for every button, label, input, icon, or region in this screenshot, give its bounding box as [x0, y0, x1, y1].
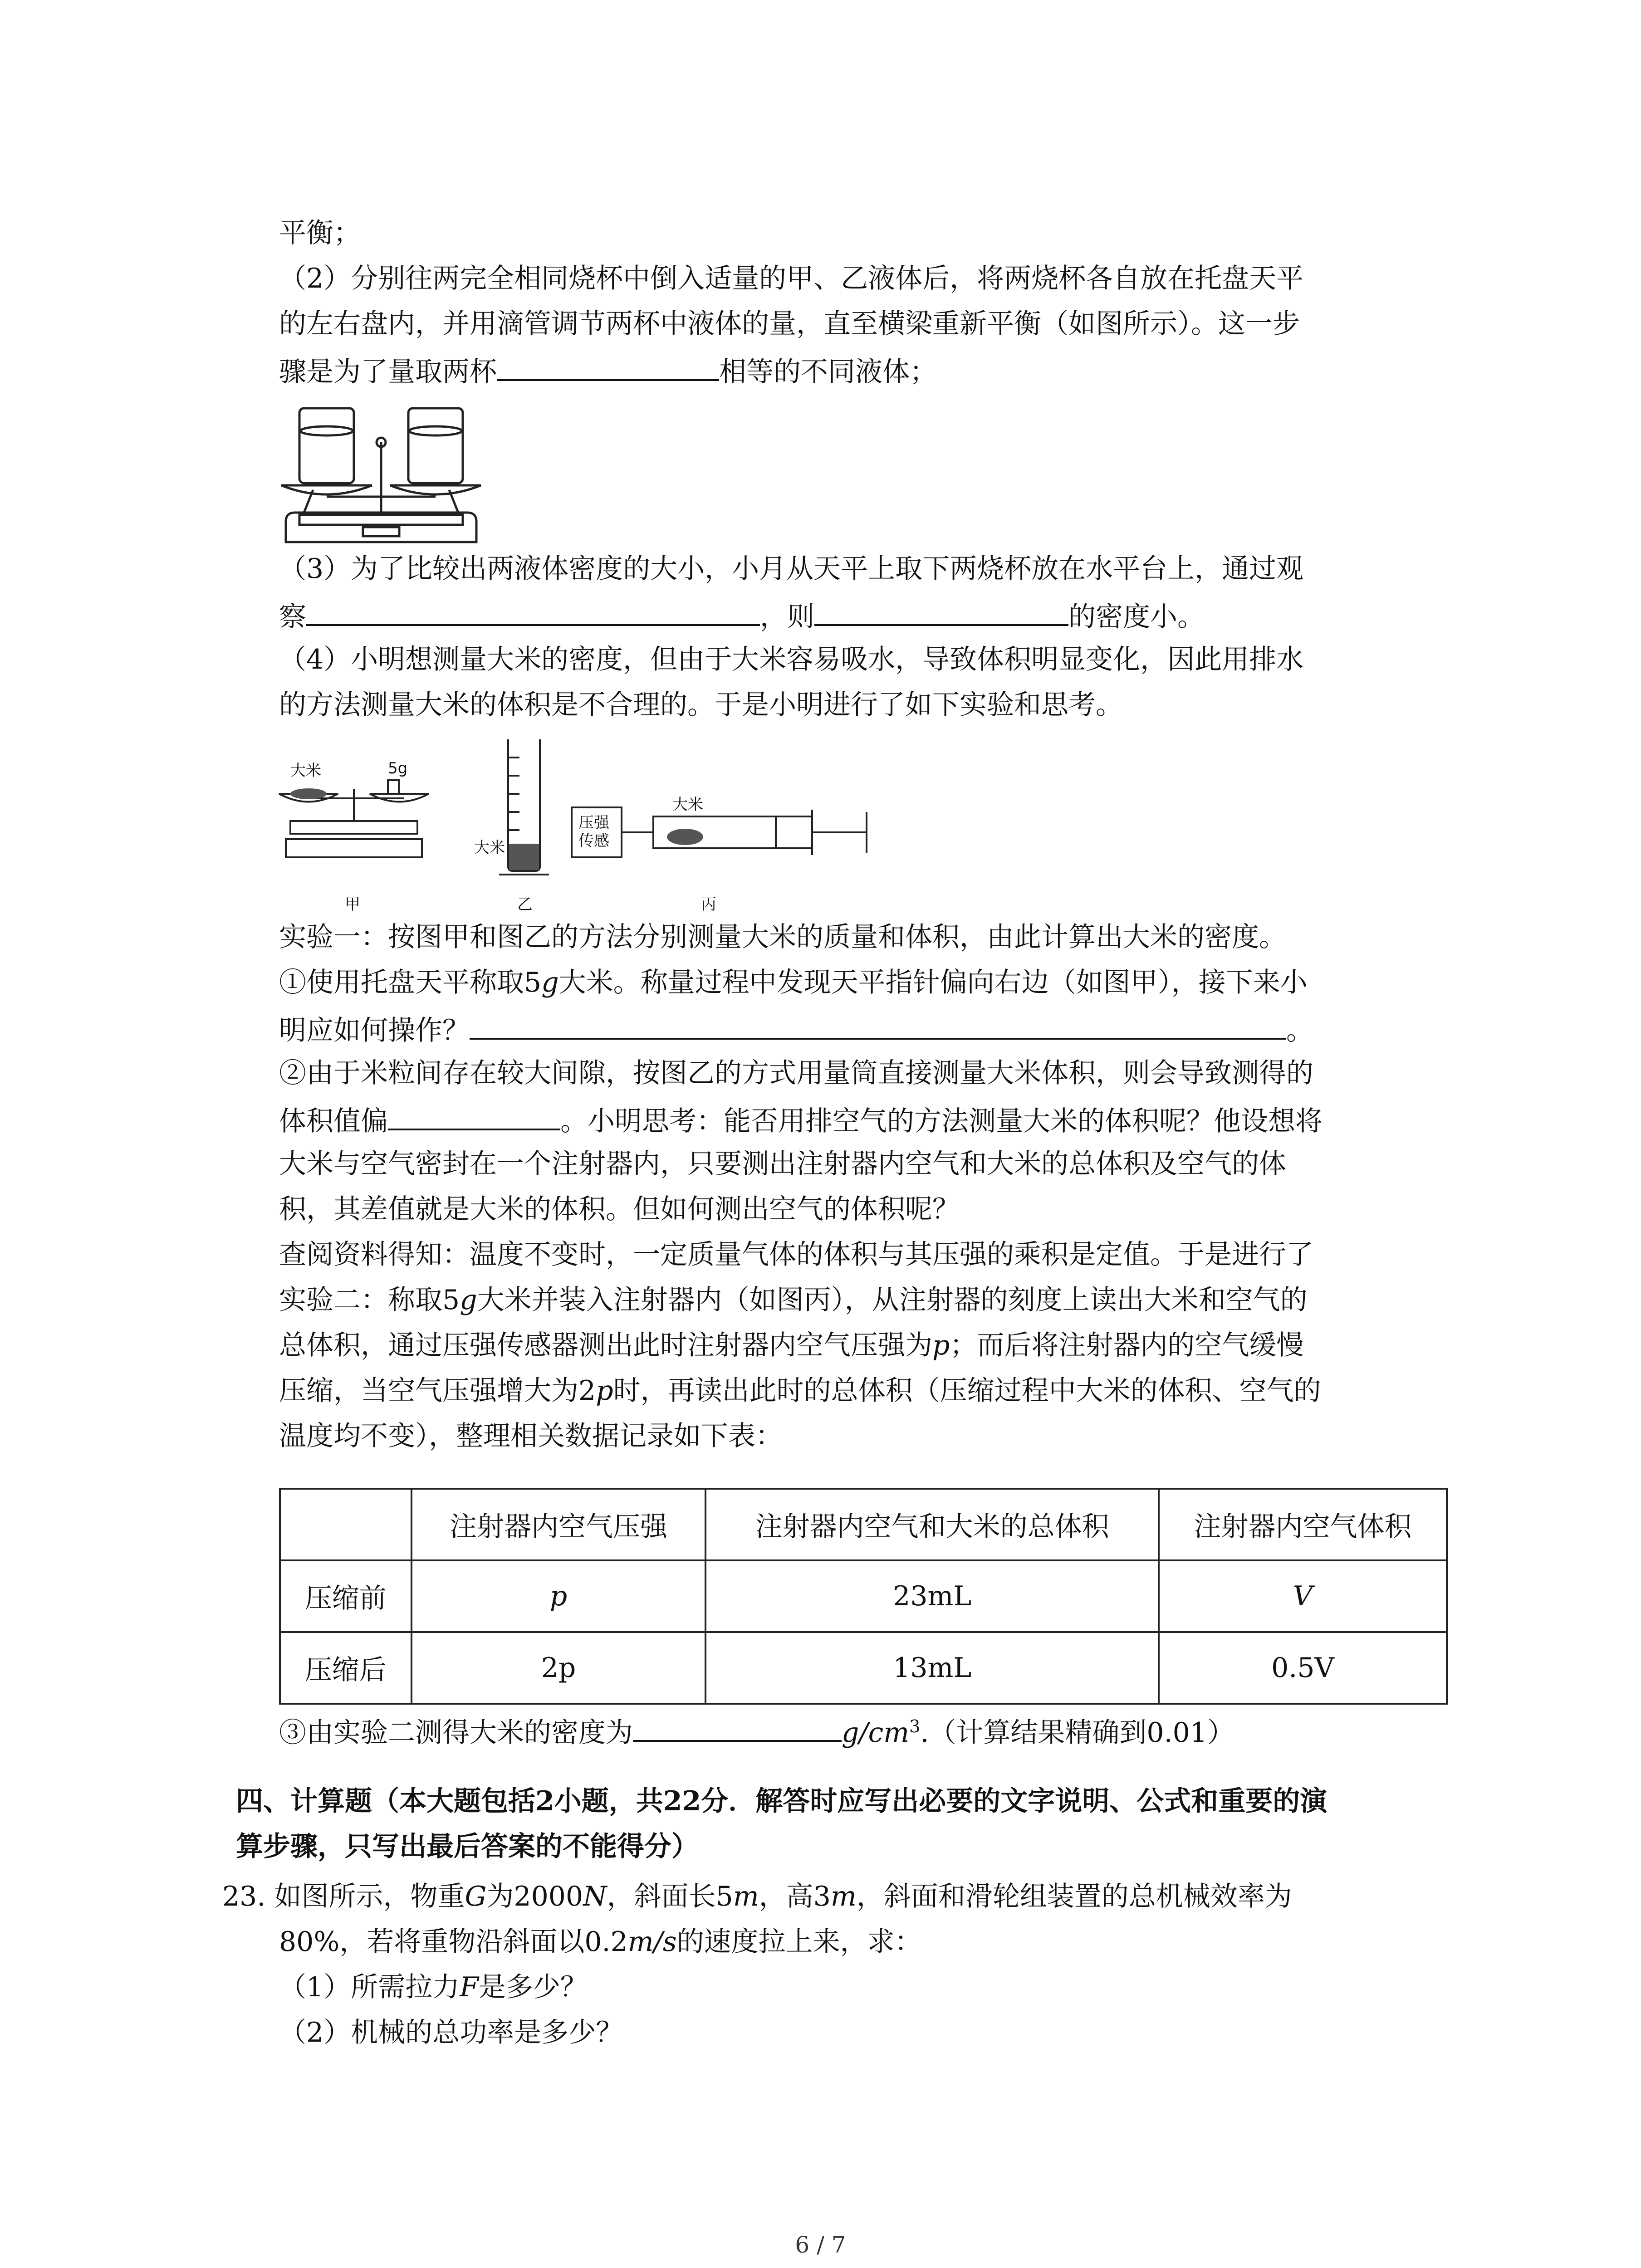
answer-blank[interactable] — [814, 598, 1068, 626]
question-23: 23. 如图所示，物重G为2000N，斜面长5m，高3m，斜面和滑轮组装置的总机械效率为 — [222, 1881, 1292, 1912]
text-line: 的方法测量大米的体积是不合理的。于是小明进行了如下实验和思考。 — [279, 689, 1123, 721]
text-line: ③由实验二测得大米的密度为 $g/cm^3$.（计算结果精确到0.01） — [279, 1710, 1234, 1749]
table-cell: 2p — [411, 1632, 706, 1704]
section-heading: 四、计算题（本大题包括2小题，共22分．解答时应写出必要的文字说明、公式和重要的演 — [236, 1785, 1327, 1817]
text-line: （3）为了比较出两液体密度的大小，小月从天平上取下两烧杯放在水平台上，通过观 — [279, 553, 1304, 585]
page-number: 6 / 7 — [795, 2232, 846, 2258]
answer-blank[interactable] — [470, 1012, 1286, 1040]
table-cell: p — [411, 1560, 706, 1632]
sensor-label: 压强 — [578, 814, 609, 832]
text-line: （4）小明想测量大米的密度，但由于大米容易吸水，导致体积明显变化，因此用排水 — [279, 644, 1304, 675]
text-line: 积，其差值就是大米的体积。但如何测出空气的体积呢？ — [279, 1193, 960, 1225]
text-line: 查阅资料得知：温度不变时，一定质量气体的体积与其压强的乘积是定值。于是进行了 — [279, 1239, 1313, 1271]
answer-blank[interactable] — [497, 353, 719, 381]
sub-question: （2）机械的总功率是多少？ — [279, 2017, 623, 2048]
table-header: 注射器内空气压强 — [411, 1489, 706, 1560]
section-heading: 算步骤，只写出最后答案的不能得分） — [236, 1831, 699, 1862]
rice-label: 大米 — [290, 762, 321, 780]
text-line: 察 ，则 的密度小。 — [279, 598, 1205, 633]
text-line: ①使用托盘天平称取5g大米。称量过程中发现天平指针偏向右边（如图甲），接下来小 — [279, 967, 1308, 998]
rice-label: 大米 — [474, 839, 505, 857]
table-row — [280, 1560, 1447, 1632]
sub-question: （1）所需拉力F是多少？ — [279, 1971, 588, 2003]
table-cell: 压缩前 — [280, 1560, 411, 1632]
answer-blank[interactable] — [306, 598, 760, 626]
table-row — [280, 1632, 1447, 1704]
text-line: （2）分别往两完全相同烧杯中倒入适量的甲、乙液体后，将两烧杯各自放在托盘天平 — [279, 263, 1304, 294]
data-table — [279, 1488, 1448, 1705]
text-line: 实验二：称取5g大米并装入注射器内（如图丙），从注射器的刻度上读出大米和空气的 — [279, 1284, 1308, 1316]
text-line: 总体积，通过压强传感器测出此时注射器内空气压强为p；而后将注射器内的空气缓慢 — [279, 1330, 1304, 1361]
text-line: 体积值偏 。小明思考：能否用排空气的方法测量大米的体积呢？他设想将 — [279, 1102, 1323, 1138]
table-cell: 13mL — [705, 1632, 1158, 1704]
balance-figure — [277, 399, 485, 549]
table-cell: 0.5V — [1159, 1632, 1447, 1704]
text-line: 大米与空气密封在一个注射器内，只要测出注射器内空气和大米的总体积及空气的体 — [279, 1148, 1286, 1180]
text-line: ②由于米粒间存在较大间隙，按图乙的方式用量筒直接测量大米体积，则会导致测得的 — [279, 1057, 1313, 1089]
text-line: 明应如何操作？ 。 — [279, 1012, 1313, 1047]
weight-label: 5g — [388, 759, 408, 777]
table-header-row — [280, 1489, 1447, 1560]
table-header: 注射器内空气体积 — [1159, 1489, 1447, 1560]
rice-label: 大米 — [672, 796, 703, 814]
text-line: 骤是为了量取两杯 相等的不同液体； — [279, 353, 937, 388]
sensor-label: 传感 — [578, 832, 609, 850]
text-line: 80%，若将重物沿斜面以0.2m/s的速度拉上来，求： — [279, 1926, 922, 1958]
text-line: 平衡； — [279, 217, 361, 249]
table-cell: 压缩后 — [280, 1632, 411, 1704]
experiment-figure — [277, 730, 894, 921]
table-cell: 23mL — [705, 1560, 1158, 1632]
caption-b: 乙 — [517, 895, 533, 914]
answer-blank[interactable] — [388, 1102, 560, 1130]
table-header: 注射器内空气和大米的总体积 — [705, 1489, 1158, 1560]
text-line: 温度均不变），整理相关数据记录如下表： — [279, 1420, 783, 1452]
text-line: 实验一：按图甲和图乙的方法分别测量大米的质量和体积，由此计算出大米的密度。 — [279, 921, 1286, 953]
table-header — [280, 1489, 411, 1560]
table-cell: V — [1159, 1560, 1447, 1632]
text-line: 的左右盘内，并用滴管调节两杯中液体的量，直至横梁重新平衡（如图所示）。这一步 — [279, 308, 1300, 340]
caption-a: 甲 — [345, 895, 360, 914]
caption-c: 丙 — [701, 895, 716, 914]
text-line: 压缩，当空气压强增大为2p时，再读出此时的总体积（压缩过程中大米的体积、空气的 — [279, 1375, 1321, 1407]
answer-blank[interactable] — [633, 1714, 842, 1742]
